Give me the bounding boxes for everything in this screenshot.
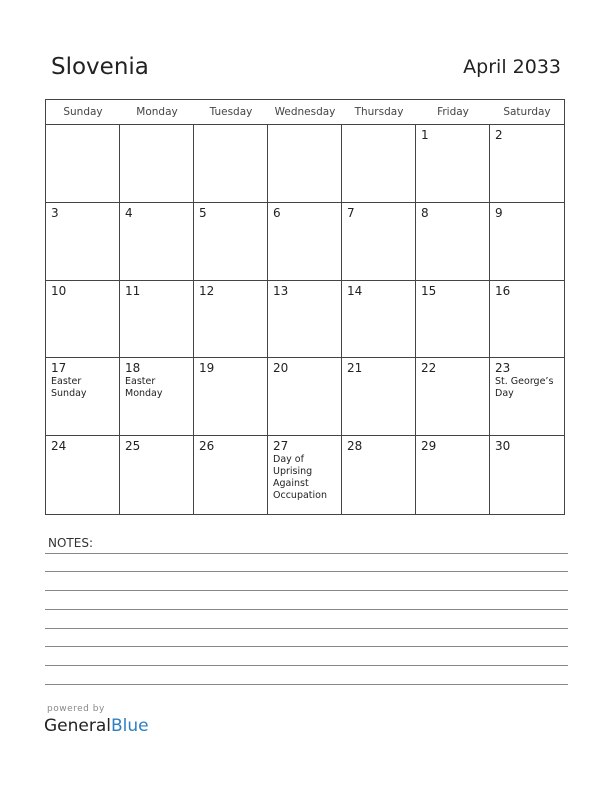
day-cell (268, 281, 342, 359)
day-number: 12 (199, 283, 215, 298)
day-cell (416, 281, 490, 359)
holiday-label: Easter Sunday (51, 376, 87, 400)
weekday-sunday: Sunday (63, 106, 103, 118)
day-number: 21 (347, 361, 363, 376)
day-cell (416, 358, 490, 436)
day-cell (342, 281, 416, 359)
day-cell (416, 436, 490, 514)
day-number: 25 (125, 439, 141, 454)
holiday-label: St. George’s Day (495, 376, 554, 400)
day-cell (490, 125, 564, 203)
brand-part-blue: Blue (111, 716, 149, 736)
day-cell (342, 358, 416, 436)
powered-by-text: powered by (47, 704, 105, 714)
day-number: 22 (421, 361, 437, 376)
brand-part-general: General (44, 716, 111, 736)
day-number: 13 (273, 283, 289, 298)
note-line (45, 646, 568, 647)
day-number: 6 (273, 205, 281, 220)
brand-logo (44, 716, 149, 736)
day-number: 28 (347, 439, 363, 454)
note-line (45, 553, 568, 554)
day-cell (120, 436, 194, 514)
day-number: 19 (199, 361, 215, 376)
day-number: 4 (125, 205, 133, 220)
day-number: 16 (495, 283, 511, 298)
day-number: 26 (199, 439, 215, 454)
day-number: 9 (495, 205, 503, 220)
weekday-friday: Friday (437, 106, 469, 118)
day-cell (194, 281, 268, 359)
day-number: 30 (495, 439, 511, 454)
note-line (45, 665, 568, 666)
holiday-label: Easter Monday (125, 376, 163, 400)
day-number: 18 (125, 361, 141, 376)
country-title: Slovenia (51, 54, 149, 80)
day-cell (490, 281, 564, 359)
note-line (45, 609, 568, 610)
day-cell (490, 203, 564, 281)
day-cell (120, 358, 194, 436)
day-cell (194, 203, 268, 281)
day-cell (46, 281, 120, 359)
day-number: 29 (421, 439, 437, 454)
day-cell (268, 203, 342, 281)
weekday-header (46, 100, 564, 125)
day-number: 14 (347, 283, 363, 298)
day-cell (490, 358, 564, 436)
note-line (45, 628, 568, 629)
day-cell (342, 203, 416, 281)
day-cell (46, 203, 120, 281)
day-number: 7 (347, 205, 355, 220)
weekday-thursday: Thursday (354, 106, 404, 118)
day-cell (490, 436, 564, 514)
calendar-grid (45, 99, 565, 515)
day-cell (46, 125, 120, 203)
day-cell (120, 281, 194, 359)
day-cell (342, 125, 416, 203)
day-number: 15 (421, 283, 437, 298)
holiday-label: Day of Uprising Against Occupation (273, 454, 327, 502)
day-number: 2 (495, 128, 503, 142)
day-cell (342, 436, 416, 514)
day-cell (46, 358, 120, 436)
month-year-title: April 2033 (463, 56, 561, 78)
day-number: 11 (125, 283, 141, 298)
day-cell (194, 436, 268, 514)
day-number: 20 (273, 361, 289, 376)
day-cell (268, 125, 342, 203)
day-cell (416, 203, 490, 281)
day-number: 8 (421, 205, 429, 220)
day-number: 24 (51, 439, 67, 454)
note-line (45, 590, 568, 591)
day-cell (416, 125, 490, 203)
day-cell (194, 358, 268, 436)
note-line (45, 571, 568, 572)
day-number: 27 (273, 439, 289, 454)
day-cell (120, 125, 194, 203)
day-cell (194, 125, 268, 203)
weekday-monday: Monday (136, 106, 178, 118)
day-number: 1 (421, 128, 429, 142)
day-number: 10 (51, 283, 67, 298)
note-line (45, 684, 568, 685)
day-cell (268, 436, 342, 514)
weekday-saturday: Saturday (503, 106, 551, 118)
day-cell (46, 436, 120, 514)
day-cell (120, 203, 194, 281)
weekday-tuesday: Tuesday (209, 106, 253, 118)
day-cell (268, 358, 342, 436)
day-number: 17 (51, 361, 67, 376)
day-number: 23 (495, 361, 511, 376)
calendar-days (46, 125, 564, 514)
notes-label: NOTES: (48, 536, 93, 550)
day-number: 3 (51, 205, 59, 220)
day-number: 5 (199, 205, 207, 220)
weekday-wednesday: Wednesday (274, 106, 336, 118)
